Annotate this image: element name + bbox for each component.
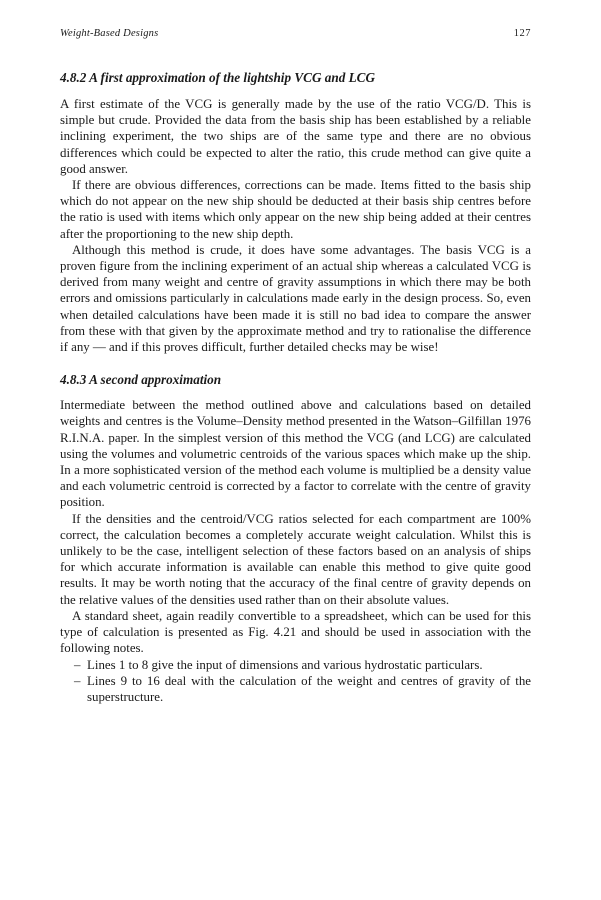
page-number: 127 <box>513 28 531 39</box>
list-item <box>60 673 531 705</box>
section-heading-4-8-2: 4.8.2 A first approximation of the lightship VCG and LCG <box>60 70 375 85</box>
bullet-dash: – <box>74 673 81 688</box>
book-page <box>60 28 531 705</box>
list-item-text: Lines 1 to 8 give the input of dimensions and various hydrostatic particulars. <box>87 657 483 672</box>
paragraph: A first estimate of the VCG is generally made by the use of the ratio VCG/D. This is simple but crude. Provided the data from the basis ship has been established by a reliable inclining experiment, the two ships are of the same type and there are no obvious differences which could be expected to alter the ratio, this crude method can give quite a good answer. <box>60 97 531 176</box>
paragraph: Intermediate between the method outlined above and calculations based on detailed weights and centres is the Volume–Density method presented in the Watson–Gilfillan 1976 R.I.N.A. paper. In the simplest version of this method the VCG (and LCG) are calculated using the volumes and volumetric centroids of the various spaces which make up the ship. In a more sophisticated version of the method each volume is multiplied be a density value and each volumetric centroid is corrected by a factor to correlate with the centre of gravity position. <box>60 398 531 510</box>
paragraph: A standard sheet, again readily convertible to a spreadsheet, which can be used for this type of calculation is presented as Fig. 4.21 and should be used in association with the following notes. <box>60 608 531 656</box>
paragraph: If the densities and the centroid/VCG ratios selected for each compartment are 100% correct, the calculation becomes a completely accurate weight calculation. Whilst this is unlikely to be the case, intelligent selection of these factors based on an analysis of ships for which accurate information is available can enable this method to give quite good results. It may be worth noting that the accuracy of the final centre of gravity depends on the relative values of the densities used rather than on their absolute values. <box>60 511 531 607</box>
paragraph: Although this method is crude, it does have some advantages. The basis VCG is a proven figure from the inclining experiment of an actual ship whereas a calculated VCG is derived from many weight and centre of gravity assumptions in which there may be both errors and omissions particularly in calculations made early in the design process. So, even when detailed calculations have been made it is still no bad idea to compare the answer from these with that given by the approximate method and try to rationalise the difference if any — and if this proves difficult, further detailed checks may be wise! <box>60 242 531 355</box>
section-heading-4-8-3: 4.8.3 A second approximation <box>60 372 222 388</box>
running-header <box>60 28 531 48</box>
paragraph: If there are obvious differences, corrections can be made. Items fitted to the basis ship which do not appear on the new ship should be deducted at their basis ship centres before the ratio is used with items which only appear on the new ship being added at their centres after the proportioning to the new ship depth. <box>60 178 531 241</box>
bullet-dash: – <box>74 657 81 672</box>
notes-list <box>60 657 531 706</box>
list-item-text: Lines 9 to 16 deal with the calculation of the weight and centres of gravity of the superstructure. <box>87 673 531 704</box>
list-item <box>60 657 531 673</box>
running-title: Weight-Based Designs <box>60 28 159 39</box>
